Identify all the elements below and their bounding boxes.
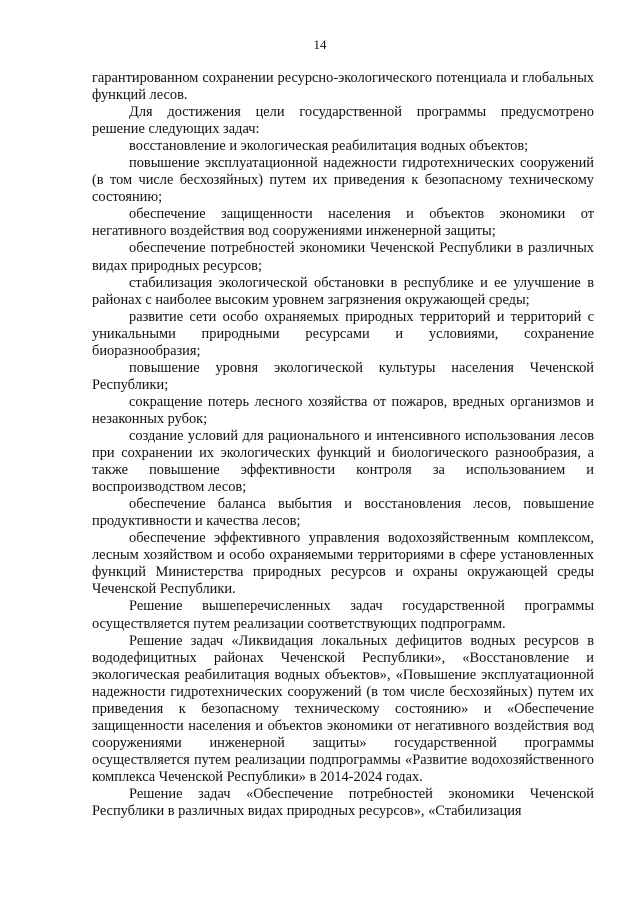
- list-item: повышение уровня экологической культуры населения Чеченской Республики;: [92, 359, 594, 393]
- list-item: повышение эксплуатационной надежности гидротехнических сооружений (в том числе бесхозяйных) путем их приведения к безопасному техническому состоянию;: [92, 155, 594, 206]
- body-text: [92, 70, 594, 820]
- list-item: обеспечение эффективного управления водохозяйственным комплексом, лесным хозяйством и особо охраняемыми территориями в сфере установленных функций Министерства природных ресурсов и охраны окружающей среды Чеченской Республики.: [92, 530, 594, 598]
- list-item: создание условий для рационального и интенсивного использования лесов при сохранении их экологических функций и биологического разнообразия, а также повышение эффективности контроля за использованием и воспроизводством лесов;: [92, 427, 594, 496]
- paragraph: Для достижения цели государственной программы предусмотрено решение следующих задач:: [92, 104, 594, 138]
- list-item: обеспечение потребностей экономики Чеченской Республики в различных видах природных ресурсов;: [92, 240, 594, 274]
- list-item: сокращение потерь лесного хозяйства от пожаров, вредных организмов и незаконных рубок;: [92, 393, 594, 427]
- list-item: развитие сети особо охраняемых природных территорий и территорий с уникальными природными ресурсами и условиями, сохранение биоразнообразия;: [92, 308, 594, 359]
- list-item: обеспечение защищенности населения и объектов экономики от негативного воздействия вод сооружениями инженерной защиты;: [92, 206, 594, 240]
- paragraph-continuation: гарантированном сохранении ресурсно-экологического потенциала и глобальных функций лесов.: [92, 70, 594, 104]
- list-item: обеспечение баланса выбытия и восстановления лесов, повышение продуктивности и качества лесов;: [92, 496, 594, 530]
- paragraph: Решение задач «Обеспечение потребностей экономики Чеченской Республики в различных видах природных ресурсов», «Стабилизация: [92, 785, 594, 820]
- list-item: стабилизация экологической обстановки в республике и ее улучшение в районах с наиболее высоким уровнем загрязнения окружающей среды;: [92, 274, 594, 308]
- page-number: 14: [313, 37, 327, 52]
- paragraph: Решение задач «Ликвидация локальных дефицитов водных ресурсов в вододефицитных районах Чеченской Республики», «Восстановление и экологическая реабилитация водных объектов», «Повышение эксплуатационной надежности гидротехнических сооружений (в том числе бесхозяйных) путем их приведения к безопасному техническому состоянию» и «Обеспечение защищенности населения и объектов экономики от негативного воздействия вод сооружениями инженерной защиты» государственной программы осуществляется путем реализации подпрограммы «Развитие водохозяйственного комплекса Чеченской Республики» в 2014-2024 годах.: [92, 632, 594, 785]
- paragraph: Решение вышеперечисленных задач государственной программы осуществляется путем реализации соответствующих подпрограмм.: [92, 598, 594, 632]
- list-item: восстановление и экологическая реабилитация водных объектов;: [129, 138, 529, 155]
